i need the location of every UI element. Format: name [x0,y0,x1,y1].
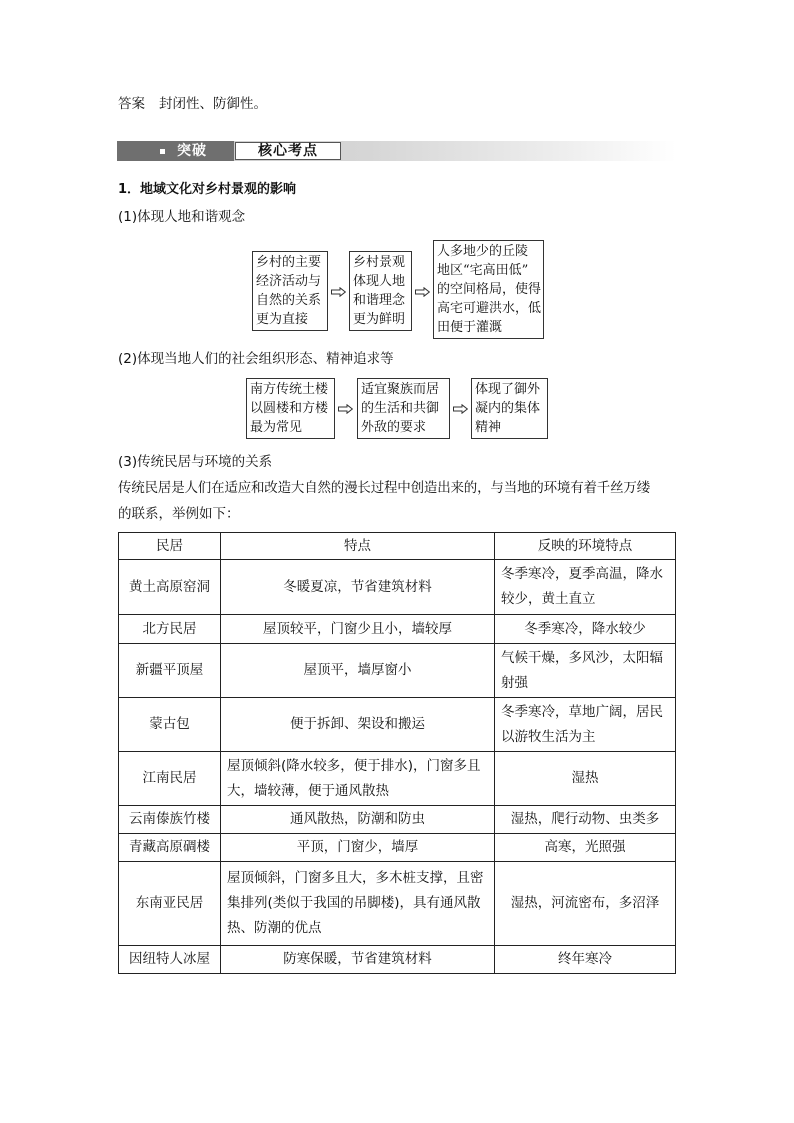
flow1-box-3-line: 田便于灌溉 [437,320,503,335]
environment-cell-line: 冬季寒冷，草地广阔，居民 [501,703,663,720]
flow1-box-3-line: 高宅可避洪水，低 [437,301,542,316]
environment-cell-line: 气候干燥，多风沙，太阳辐 [501,649,663,666]
table-header-cell: 反映的环境特点 [495,533,676,560]
flow1-box-3 [433,240,544,339]
sub-heading-1: (1)体现人地和谐观念 [118,209,246,225]
environment-cell-line: 射强 [501,674,528,691]
dwelling-name-cell: 东南亚民居 [119,862,221,946]
environment-cell-line: 湿热，爬行动物、虫类多 [510,811,660,827]
flow2-box-2-line: 适宜聚族而居 [361,382,440,397]
feature-cell-line: 便于拆卸、架设和搬运 [290,716,425,732]
table-row [119,698,676,752]
section-banner [117,141,676,161]
flow2-box-1 [246,378,335,439]
environment-cell-line: 高寒，光照强 [544,839,626,855]
feature-cell-line: 屋顶倾斜(降水较多，便于排水)，门窗多且 [227,757,481,774]
dwelling-name-cell: 北方民居 [119,615,221,644]
environment-cell [495,834,676,862]
dwelling-table [118,532,676,974]
environment-cell [495,698,676,752]
flow1-box-2 [349,251,412,331]
dwelling-table-body [119,533,676,974]
hollow-arrow-right-icon [338,404,353,414]
hollow-arrow-right-icon [415,287,430,297]
feature-cell-line: 平顶，门窗少，墙厚 [296,839,419,855]
paragraph-line: 的联系，举例如下： [118,506,240,522]
feature-cell-line: 防寒保暖，节省建筑材料 [283,951,432,967]
sub-heading-3: (3)传统民居与环境的关系 [118,454,273,470]
dwelling-name-cell: 青藏高原碉楼 [119,834,221,862]
environment-cell [495,560,676,615]
table-row [119,806,676,834]
flow1-box-1-line: 更为直接 [256,312,309,327]
feature-cell [221,698,495,752]
flow2-box-1-line: 南方传统土楼 [250,382,329,397]
flow1-box-2-line: 体现人地 [353,274,406,289]
flow1-box-2-line: 乡村景观 [353,255,406,270]
banner-title-box [235,142,341,160]
flow2-box-3-line: 体现了御外 [475,382,541,397]
feature-cell-line: 通风散热，防潮和防虫 [290,811,425,827]
table-row [119,752,676,806]
environment-cell [495,806,676,834]
feature-cell-line: 屋顶平，墙厚窗小 [303,662,412,678]
banner-left-label: 突破 [177,143,207,159]
flow2-box-2 [357,378,450,439]
flow1-box-1-line: 乡村的主要 [256,255,322,270]
flow1-box-2-line: 和谐理念 [353,293,406,308]
dwelling-name-cell: 蒙古包 [119,698,221,752]
flow1-box-1 [252,251,328,331]
environment-cell [495,946,676,974]
feature-cell [221,560,495,615]
feature-cell [221,834,495,862]
environment-cell [495,752,676,806]
feature-cell-line: 热、防潮的优点 [227,920,322,936]
feature-cell [221,752,495,806]
flow1-box-1-line: 经济活动与 [256,274,322,289]
table-row [119,615,676,644]
environment-cell-line: 湿热 [571,770,599,786]
dwelling-name-cell: 云南傣族竹楼 [119,806,221,834]
flow2-box-3 [471,378,548,439]
table-row [119,862,676,946]
feature-cell-line: 冬暖夏凉，节省建筑材料 [283,578,432,595]
flow2-box-2-line: 外敌的要求 [361,420,427,435]
paragraph-line: 传统民居是人们在适应和改造大自然的漫长过程中创造出来的，与当地的环境有着千丝万缕 [118,480,650,496]
flow1-box-3-line: 的空间格局，使得 [437,282,542,297]
dwelling-name-cell: 江南民居 [119,752,221,806]
table-row [119,946,676,974]
table-row [119,834,676,862]
answer-text: 封闭性、防御性。 [159,96,267,112]
flow2-box-1-line: 最为常见 [250,420,303,435]
environment-cell-line: 以游牧生活为主 [501,728,596,745]
flow1-box-2-line: 更为鲜明 [353,312,406,327]
environment-cell-line: 较少，黄土直立 [501,591,596,607]
table-row [119,560,676,615]
dwelling-name-cell: 因纽特人冰屋 [119,946,221,974]
banner-dark-block [117,141,234,161]
feature-cell [221,862,495,946]
table-header-cell: 特点 [221,533,495,560]
environment-cell-line: 湿热，河流密布，多沼泽 [510,895,660,911]
sub-heading-2: (2)体现当地人们的社会组织形态、精神追求等 [118,351,394,367]
answer-label: 答案 [118,96,145,112]
answer-line [118,94,267,114]
flow2-box-3-line: 凝内的集体 [475,401,541,416]
hollow-arrow-right-icon [331,287,346,297]
flow1-box-3-line: 地区“宅高田低” [437,263,529,278]
flow2-box-1-line: 以圆楼和方楼 [250,401,329,416]
square-bullet-icon [160,149,165,154]
environment-cell-line: 终年寒冷 [558,951,612,967]
environment-cell [495,615,676,644]
flow1-box-1-line: 自然的关系 [256,293,322,308]
dwelling-name-cell: 黄土高原窑洞 [119,560,221,615]
environment-cell-line: 冬季寒冷，降水较少 [524,620,646,637]
flow2-box-2-line: 的生活和共御 [361,401,440,416]
environment-cell-line: 冬季寒冷，夏季高温，降水 [501,566,663,582]
dwelling-name-cell: 新疆平顶屋 [119,644,221,698]
banner-right-label: 核心考点 [258,143,318,159]
feature-cell [221,806,495,834]
environment-cell [495,644,676,698]
table-row [119,644,676,698]
feature-cell-line: 大，墙较薄，便于通风散热 [227,782,389,799]
environment-cell [495,862,676,946]
feature-cell-line: 集排列(类似于我国的吊脚楼)，具有通风散 [227,895,481,911]
table-header-cell: 民居 [119,533,221,560]
hollow-arrow-right-icon [453,404,468,414]
feature-cell-line: 屋顶较平，门窗少且小，墙较厚 [263,620,452,637]
section-heading: 1．地域文化对乡村景观的影响 [118,182,297,197]
table-header-row [119,533,676,560]
feature-cell [221,946,495,974]
feature-cell-line: 屋顶倾斜，门窗多且大，多木桩支撑，且密 [227,870,484,886]
flow1-box-3-line: 人多地少的丘陵 [437,244,529,259]
flow2-box-3-line: 精神 [475,420,502,435]
feature-cell [221,644,495,698]
feature-cell [221,615,495,644]
